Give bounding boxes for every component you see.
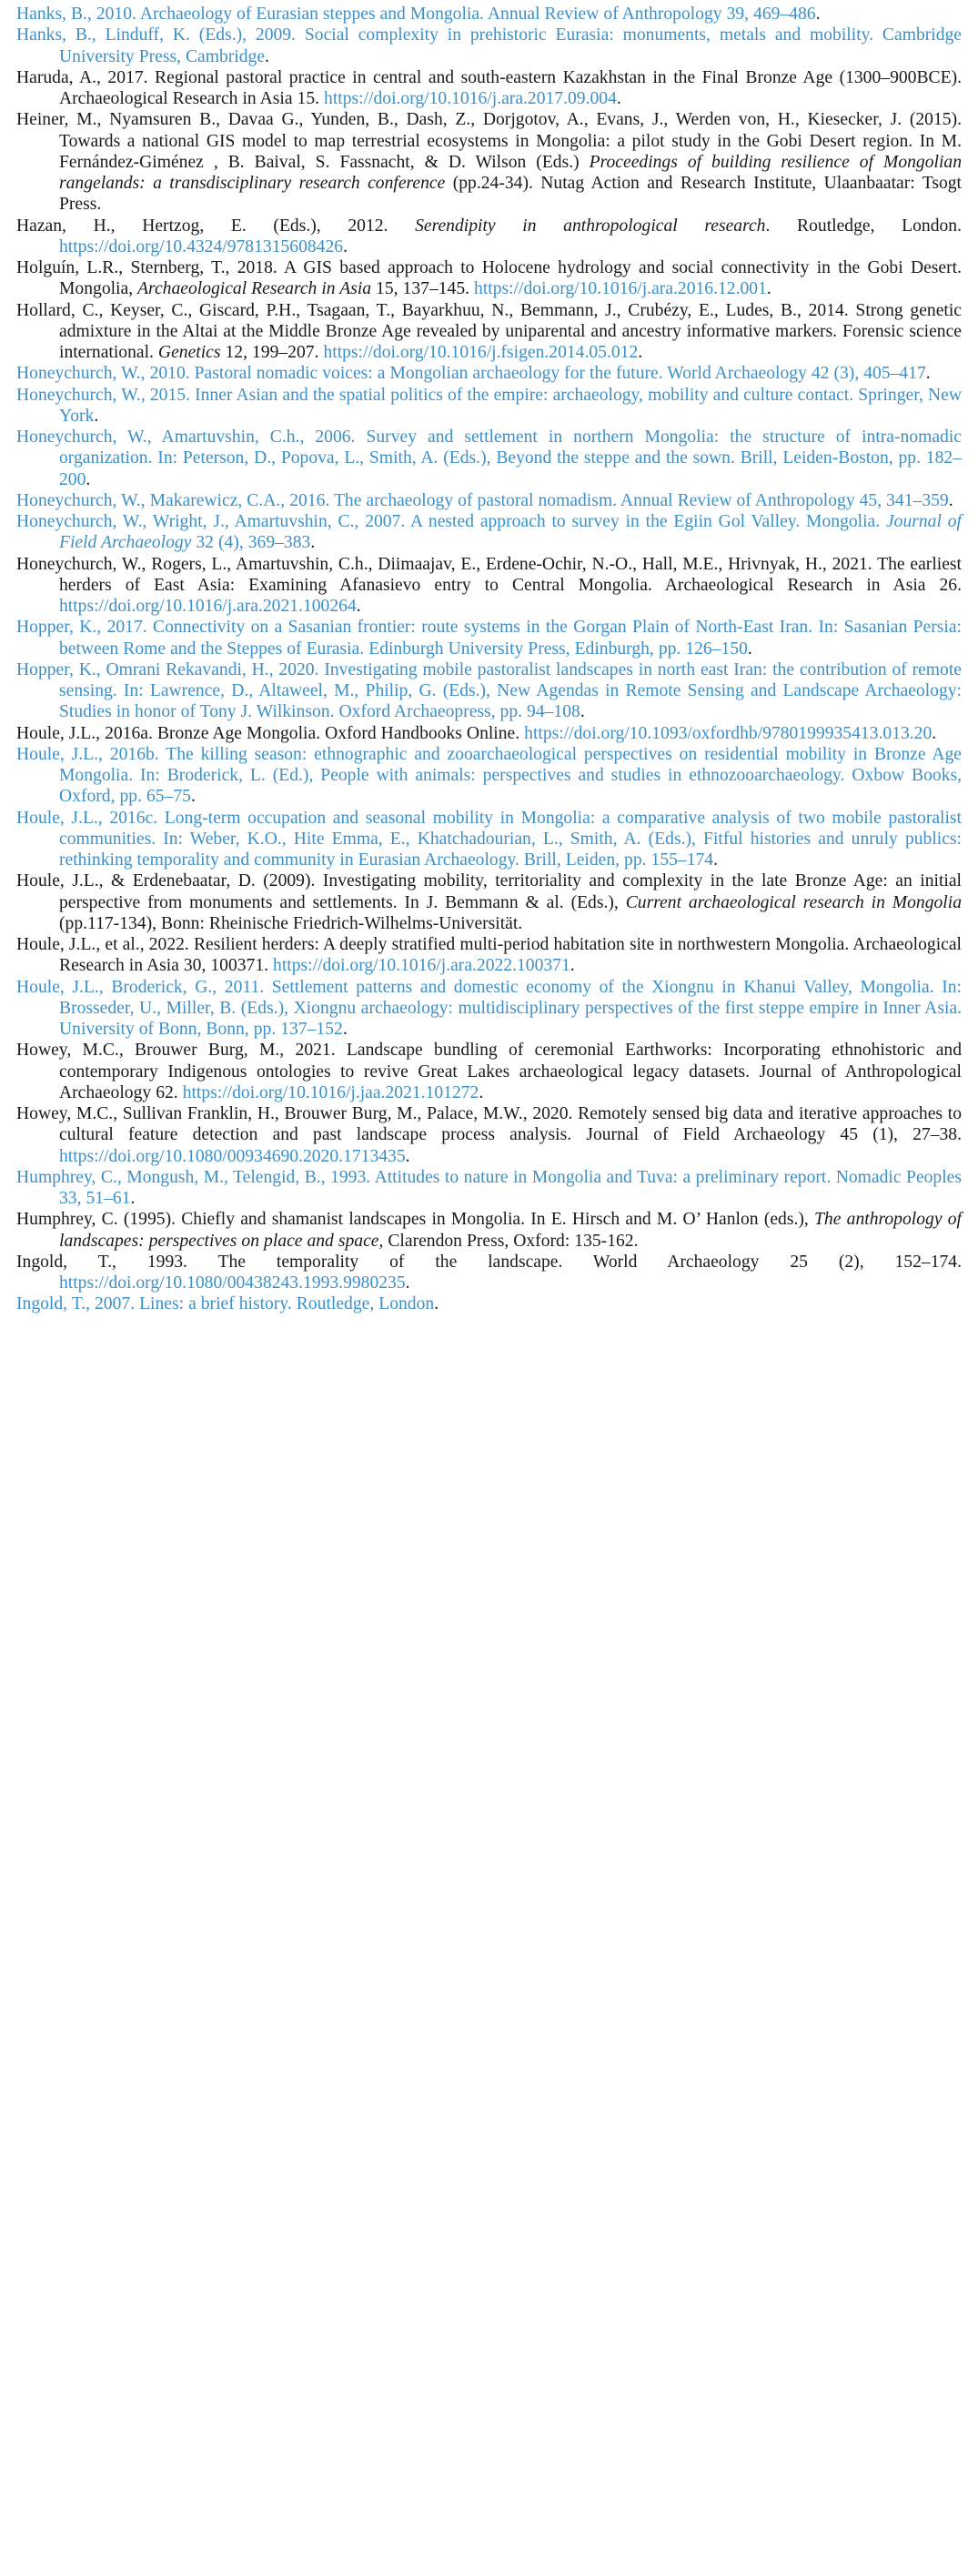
- reference-text: Houle, J.L., et al., 2022. Resilient herders: A deeply stratified multi-period habitation site in northwestern Mongolia. Archaeological Research in Asia 30, 100371.: [16, 935, 962, 976]
- reference-text: .: [616, 89, 621, 108]
- reference-text: Howey, M.C., Brouwer Burg, M., 2021. Landscape bundling of ceremonial Earthworks: Incorporating ethnohistoric and contemporary Indigenous ontologies to revive Great Lakes archaeological legacy datasets. Journal of Anthropological Archaeology 62.: [16, 1041, 962, 1102]
- reference-entry: [16, 1293, 962, 1314]
- doi-link[interactable]: https://doi.org/10.1016/j.ara.2016.12.001: [474, 279, 767, 299]
- reference-text: Honeychurch, W., 2010. Pastoral nomadic voices: a Mongolian archaeology for the future. World Archaeology 42 (3), 405–417: [16, 364, 926, 384]
- reference-entry: [16, 1040, 962, 1103]
- reference-title-italic: Proceedings of building resilience of Mongolian rangelands: a transdisciplinary research conference: [59, 152, 962, 193]
- reference-text: Honeychurch, W., Makarewicz, C.A., 2016. The archaeology of pastoral nomadism. Annual Review of Anthropology 45, 341–359: [16, 490, 949, 510]
- reference-text: Houle, J.L., 2016c. Long-term occupation and seasonal mobility in Mongolia: a comparative analysis of two mobile pastoralist communities. In: Weber, K.O., Hite Emma, E., Khatchadourian, L., Smith, A. (Eds.), Fitful histories and unruly publics: rethinking temporality and community in Eurasian Archaeology. Brill, Leiden, pp. 155–174: [16, 808, 962, 870]
- reference-text: Ingold, T., 2007. Lines: a brief history. Routledge, London: [16, 1294, 435, 1314]
- reference-text: .: [405, 1146, 410, 1166]
- reference-entry: [16, 744, 962, 808]
- doi-link[interactable]: https://doi.org/10.1016/j.ara.2017.09.004: [324, 89, 617, 108]
- reference-title-italic: The anthropology of landscapes: perspectives on place and space,: [59, 1210, 962, 1251]
- reference-entry: [16, 659, 962, 723]
- reference-terminal-period: .: [747, 639, 752, 659]
- doi-link[interactable]: https://doi.org/10.1080/00438243.1993.9980235: [59, 1273, 406, 1293]
- reference-text: Houle, J.L., 2016b. The killing season: ethnographic and zooarchaeological perspectives on residential mobility in Bronze Age Mongolia. In: Broderick, L. (Ed.), People with animals: perspectives and studies in ethnozooarchaeology. Oxbow Books, Oxford, pp. 65–75: [16, 744, 962, 807]
- reference-text: .: [638, 343, 643, 362]
- reference-terminal-period: .: [310, 533, 316, 553]
- reference-entry: [16, 257, 962, 300]
- reference-entry: [16, 427, 962, 490]
- reference-entry: [16, 554, 962, 618]
- reference-entry: [16, 385, 962, 428]
- reference-terminal-period: .: [925, 364, 931, 384]
- reference-text: Howey, M.C., Sullivan Franklin, H., Brouwer Burg, M., Palace, M.W., 2020. Remotely sensed big data and iterative approaches to cultural feature detection and past landscape process analysis. Journal of Field Archaeology 45 (1), 27–38.: [16, 1104, 962, 1145]
- reference-text: Holguín, L.R., Sternberg, T., 2018. A GIS based approach to Holocene hydrology and social connectivity in the Gobi Desert. Mongolia,: [16, 258, 962, 299]
- reference-entry: [16, 977, 962, 1041]
- doi-link[interactable]: https://doi.org/10.1016/j.fsigen.2014.05.012: [323, 343, 639, 362]
- reference-text: Hopper, K., Omrani Rekavandi, H., 2020. Investigating mobile pastoralist landscapes in north east Iran: the contribution of remote sensing. In: Lawrence, D., Altaweel, M., Philip, G. (Eds.), New Agendas in Remote Sensing and Landscape Archaeology: Studies in honor of Tony J. Wilkinson. Oxford Archaeopress, pp. 94–108: [16, 659, 962, 722]
- reference-text: Honeychurch, W., 2015. Inner Asian and the spatial politics of the empire: archaeology, mobility and culture contact. Springer, New York: [16, 385, 962, 426]
- reference-text: Ingold, T., 1993. The temporality of the landscape. World Archaeology 25 (2), 152–174.: [16, 1252, 962, 1272]
- reference-terminal-period: .: [130, 1189, 136, 1208]
- reference-text: Hopper, K., 2017. Connectivity on a Sasanian frontier: route systems in the Gorgan Plain of North-East Iran. In: Sasanian Persia: between Rome and the Steppes of Eurasia. Edinburgh University Press, Edinburgh, pp. 126–150: [16, 618, 962, 659]
- reference-entry: [16, 300, 962, 364]
- reference-entry: [16, 4, 962, 25]
- reference-terminal-period: .: [190, 787, 196, 807]
- reference-entry: [16, 216, 962, 258]
- reference-terminal-period: .: [94, 406, 99, 426]
- reference-terminal-period: .: [815, 5, 821, 24]
- reference-entry: [16, 1209, 962, 1252]
- reference-entry: [16, 490, 962, 511]
- reference-title-italic: Current archaeological research in Mongolia: [625, 892, 962, 912]
- reference-text: .: [570, 956, 575, 976]
- reference-text: . Routledge, London.: [765, 216, 963, 236]
- reference-text: .: [479, 1082, 484, 1102]
- reference-title-italic: Journal of Field Archaeology: [59, 512, 962, 553]
- reference-text: 15, 137–145.: [371, 279, 475, 299]
- reference-entry: [16, 363, 962, 384]
- reference-text: Houle, J.L., Broderick, G., 2011. Settlement patterns and domestic economy of the Xiongnu in Khanui Valley, Mongolia. In: Brosseder, U., Miller, B. (Eds.), Xiongnu archaeology: multidisciplinary perspectives of the first steppe empire in Inner Asia. University of Bonn, Bonn, pp. 137–152: [16, 977, 962, 1039]
- reference-entry: [16, 1167, 962, 1210]
- reference-text: Heiner, M., Nyamsuren B., Davaa G., Yunden, B., Dash, Z., Dorjgotov, A., Evans, J., Werden von, H., Kiesecker, J. (2015). Towards a national GIS model to map terrestrial ecosystems in Mongolia: a pilot study in the Gobi Desert region. In M. Fernández-Giménez , B. Baival, S. Fassnacht, & D. Wilson (Eds.): [16, 110, 962, 172]
- reference-entry: [16, 808, 962, 871]
- reference-text: (pp.117-134), Bonn: Rheinische Friedrich-Wilhelms-Universität.: [59, 913, 523, 933]
- reference-terminal-period: .: [86, 469, 91, 489]
- doi-link[interactable]: https://doi.org/10.1016/j.jaa.2021.101272: [182, 1082, 479, 1102]
- reference-entry: [16, 1103, 962, 1167]
- reference-text: Honeychurch, W., Wright, J., Amartuvshin, C., 2007. A nested approach to survey in the Egiin Gol Valley. Mongolia.: [16, 512, 886, 531]
- reference-terminal-period: .: [948, 490, 953, 510]
- reference-text: (pp.24-34). Nutag Action and Research Institute, Ulaanbaatar: Tsogt Press.: [59, 174, 962, 215]
- reference-text: .: [405, 1273, 410, 1293]
- reference-text: .: [766, 279, 771, 299]
- reference-text: .: [356, 597, 361, 616]
- reference-text: .: [343, 236, 348, 257]
- reference-terminal-period: .: [434, 1294, 439, 1314]
- doi-link[interactable]: https://doi.org/10.1080/00934690.2020.1713435: [59, 1146, 406, 1166]
- reference-text: Hanks, B., 2010. Archaeology of Eurasian steppes and Mongolia. Annual Review of Anthropology 39, 469–486: [16, 5, 816, 24]
- reference-title-italic: Archaeological Research in Asia: [137, 279, 372, 299]
- reference-text: Honeychurch, W., Rogers, L., Amartuvshin, C.h., Diimaajav, E., Erdene-Ochir, N.-O., Hall, M.E., Hrivnyak, H., 2021. The earliest herders of East Asia: Examining Afanasievo entry to Central Mongolia. Archaeological Research in Asia 26.: [16, 554, 962, 595]
- reference-text: Haruda, A., 2017. Regional pastoral practice in central and south-eastern Kazakhstan in the Final Bronze Age (1300–900BCE). Archaeological Research in Asia 15.: [16, 67, 962, 108]
- reference-entry: [16, 617, 962, 659]
- reference-text: Hazan, H., Hertzog, E. (Eds.), 2012.: [16, 216, 416, 236]
- reference-text: Houle, J.L., & Erdenebaatar, D. (2009). Investigating mobility, territoriality and complexity in the late Bronze Age: an initial perspective from monuments and settlements. In J. Bemmann & al. (Eds.),: [16, 871, 962, 912]
- reference-entry: [16, 109, 962, 215]
- reference-terminal-period: .: [713, 850, 719, 870]
- doi-link[interactable]: https://doi.org/10.1016/j.ara.2022.100371: [273, 956, 570, 976]
- reference-entry: [16, 723, 962, 744]
- reference-entry: [16, 934, 962, 977]
- reference-terminal-period: .: [342, 1020, 348, 1039]
- reference-text: 32 (4), 369–383: [191, 533, 311, 553]
- doi-link[interactable]: https://doi.org/10.1016/j.ara.2021.100264: [59, 597, 357, 616]
- reference-text: 12, 199–207.: [220, 343, 324, 362]
- reference-text: Clarendon Press, Oxford: 135-162.: [383, 1231, 639, 1251]
- reference-entry: [16, 511, 962, 554]
- reference-text: Honeychurch, W., Amartuvshin, C.h., 2006. Survey and settlement in northern Mongolia: the structure of intra-nomadic organization. In: Peterson, D., Popova, L., Smith, A. (Eds.), Beyond the steppe and the sown. Brill, Leiden-Boston, pp. 182–200: [16, 428, 962, 489]
- reference-text: Houle, J.L., 2016a. Bronze Age Mongolia. Oxford Handbooks Online.: [16, 723, 525, 743]
- doi-link[interactable]: https://doi.org/10.4324/9781315608426: [59, 236, 344, 257]
- reference-entry: [16, 1252, 962, 1294]
- reference-text: Humphrey, C., Mongush, M., Telengid, B., 1993. Attitudes to nature in Mongolia and Tuva: a preliminary report. Nomadic Peoples 33, 51–61: [16, 1167, 962, 1208]
- reference-text: Hollard, C., Keyser, C., Giscard, P.H., Tsagaan, T., Bayarkhuu, N., Bemmann, J., Crubézy, E., Ludes, B., 2014. Strong genetic admixture in the Altai at the Middle Bronze Age revealed by uniparental and ancestry informative markers. Forensic science international.: [16, 300, 962, 362]
- reference-entry: [16, 870, 962, 934]
- reference-entry: [16, 67, 962, 110]
- reference-terminal-period: .: [265, 46, 269, 66]
- reference-entry: [16, 25, 962, 67]
- reference-text: Hanks, B., Linduff, K. (Eds.), 2009. Social complexity in prehistoric Eurasia: monuments, metals and mobility. Cambridge University Press, Cambridge: [16, 25, 962, 66]
- reference-text: Humphrey, C. (1995). Chiefly and shamanist landscapes in Mongolia. In E. Hirsch and M. O’ Hanlon (eds.),: [16, 1210, 815, 1230]
- reference-text: .: [932, 723, 937, 743]
- doi-link[interactable]: https://doi.org/10.1093/oxfordhb/9780199935413.013.20: [524, 723, 933, 743]
- reference-terminal-period: .: [580, 702, 585, 722]
- reference-title-italic: Serendipity in anthropological research: [415, 216, 766, 236]
- reference-title-italic: Genetics: [157, 343, 221, 362]
